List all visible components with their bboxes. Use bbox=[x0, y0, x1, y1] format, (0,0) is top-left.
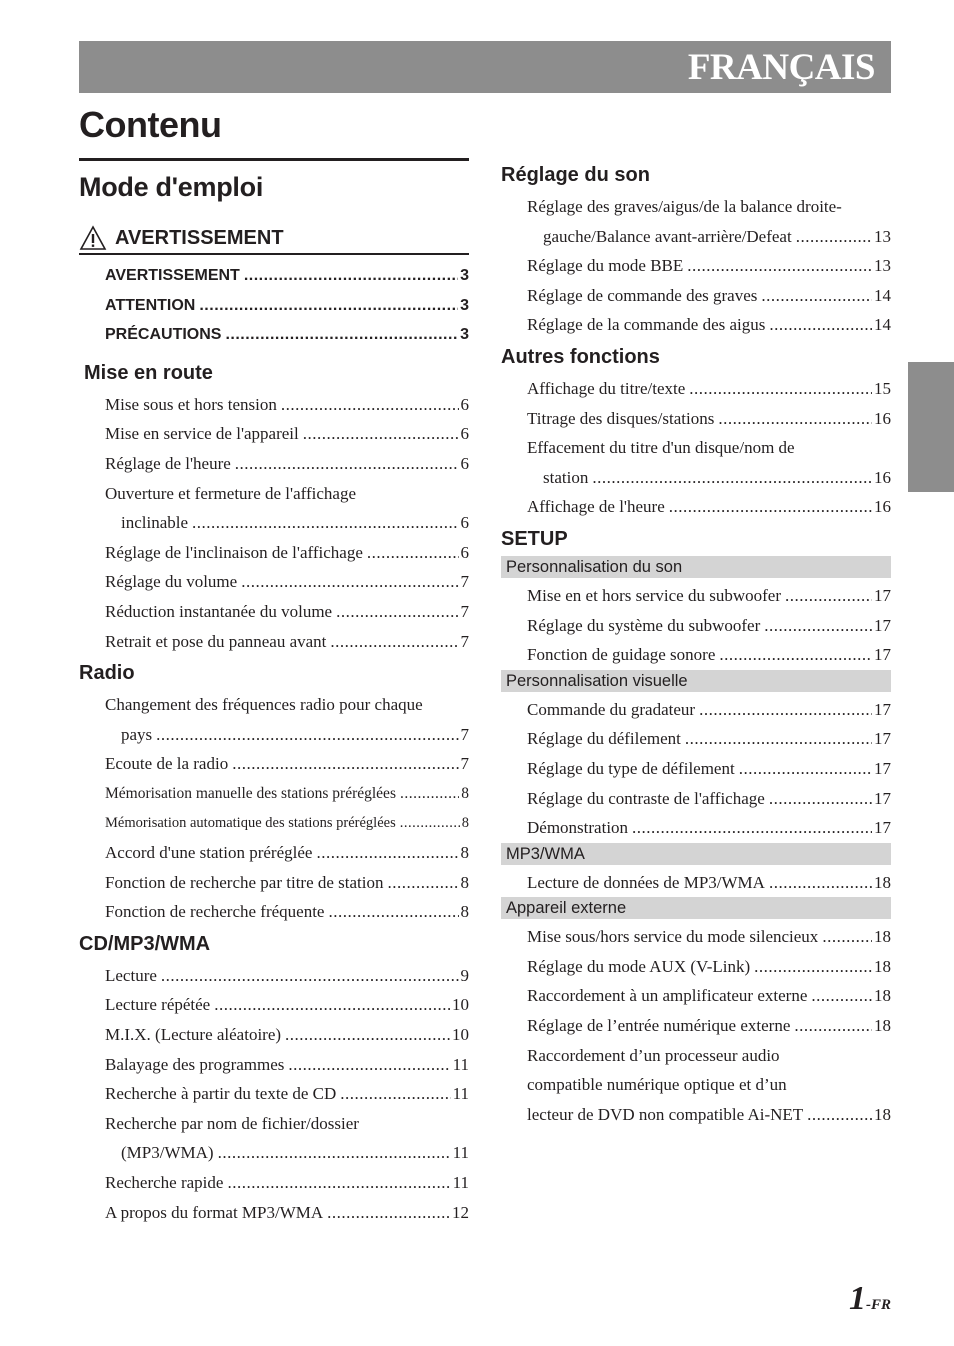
dot-leader bbox=[340, 1079, 450, 1109]
dot-leader bbox=[161, 961, 459, 991]
toc-entry-label: Réglage de l'inclinaison de l'affichage bbox=[105, 542, 363, 562]
toc-entry-label: AVERTISSEMENT bbox=[105, 267, 240, 284]
toc-entry-page: 17 bbox=[874, 729, 891, 749]
toc-entry-label: Retrait et pose du panneau avant bbox=[105, 631, 327, 651]
section-entry-list bbox=[79, 390, 469, 656]
toc-entry[interactable] bbox=[79, 690, 469, 720]
mode-title: Mode d'emploi bbox=[79, 158, 469, 204]
dot-leader bbox=[592, 463, 872, 493]
setup-group-entry-list bbox=[501, 922, 891, 1129]
dot-leader bbox=[632, 813, 872, 843]
dot-leader bbox=[225, 320, 458, 350]
toc-entry-page: 7 bbox=[460, 724, 469, 744]
dot-leader bbox=[227, 1168, 450, 1198]
dot-leader bbox=[718, 404, 872, 434]
toc-entry[interactable] bbox=[501, 1041, 891, 1071]
toc-entry-page: 14 bbox=[874, 285, 891, 305]
toc-entry[interactable] bbox=[79, 1198, 469, 1228]
language-banner bbox=[79, 41, 891, 93]
section-title: Mise en route bbox=[84, 361, 213, 384]
section-entry-list bbox=[501, 374, 891, 522]
dot-leader bbox=[241, 567, 458, 597]
toc-entry[interactable] bbox=[501, 581, 891, 611]
toc-entry-page: 16 bbox=[874, 467, 891, 487]
toc-entry-label: lecteur de DVD non compatible Ai-NET bbox=[527, 1104, 804, 1124]
dot-leader bbox=[685, 724, 872, 754]
toc-entry-page: 11 bbox=[452, 1084, 469, 1104]
toc-entry[interactable] bbox=[79, 1079, 469, 1109]
toc-entry-page: 18 bbox=[874, 872, 891, 892]
toc-entry-label: Affichage de l'heure bbox=[527, 497, 665, 517]
toc-entry-label: Titrage des disques/stations bbox=[527, 408, 715, 428]
toc-entry-label: Lecture de données de MP3/WMA bbox=[527, 872, 765, 892]
toc-entry-page: 6 bbox=[460, 453, 469, 473]
toc-entry[interactable] bbox=[501, 952, 891, 982]
toc-entry-label: gauche/Balance avant-arrière/Defeat bbox=[543, 226, 792, 246]
toc-entry-label: Balayage des programmes bbox=[105, 1054, 285, 1074]
toc-entry[interactable] bbox=[79, 261, 469, 291]
toc-entry-page: 17 bbox=[874, 585, 891, 605]
toc-entry[interactable] bbox=[79, 479, 469, 509]
dot-leader bbox=[769, 310, 872, 340]
page-number-value: 1 bbox=[848, 1280, 866, 1317]
dot-leader bbox=[285, 1020, 450, 1050]
toc-entry[interactable] bbox=[79, 838, 469, 868]
toc-entry-label: Lecture répétée bbox=[105, 995, 211, 1015]
setup-group-entry-list bbox=[501, 868, 891, 898]
toc-entry[interactable] bbox=[501, 724, 891, 754]
toc-entry-label: Réglage du système du subwoofer bbox=[527, 615, 761, 635]
dot-leader bbox=[316, 838, 458, 868]
toc-entry-page: 17 bbox=[874, 645, 891, 665]
toc-entry-page: 17 bbox=[874, 758, 891, 778]
dot-leader bbox=[400, 809, 460, 839]
toc-entry[interactable] bbox=[79, 779, 469, 809]
dot-leader bbox=[156, 720, 458, 750]
toc-entry[interactable] bbox=[501, 784, 891, 814]
dot-leader bbox=[739, 754, 872, 784]
setup-group-title: Personnalisation visuelle bbox=[501, 670, 891, 692]
dot-leader bbox=[669, 492, 872, 522]
section-title: Réglage du son bbox=[501, 164, 650, 186]
dot-leader bbox=[336, 597, 458, 627]
toc-entry[interactable] bbox=[501, 1011, 891, 1041]
toc-entry[interactable] bbox=[79, 627, 469, 657]
toc-entry[interactable] bbox=[501, 404, 891, 434]
toc-entry[interactable] bbox=[501, 433, 891, 463]
toc-entry[interactable] bbox=[79, 897, 469, 927]
dot-leader bbox=[811, 981, 872, 1011]
toc-entry[interactable] bbox=[79, 749, 469, 779]
toc-entry-label: Ouverture et fermeture de l'affichage bbox=[105, 483, 356, 503]
dot-leader bbox=[232, 749, 458, 779]
dot-leader bbox=[822, 922, 872, 952]
section-entry-list bbox=[79, 961, 469, 1227]
toc-entry-page: 3 bbox=[460, 326, 469, 344]
toc-entry[interactable] bbox=[79, 449, 469, 479]
toc-entry-label: (MP3/WMA) bbox=[121, 1143, 214, 1163]
toc-entry-page: 11 bbox=[452, 1054, 469, 1074]
setup-group-entry-list bbox=[501, 581, 891, 670]
dot-leader bbox=[214, 990, 450, 1020]
toc-entry-page: 8 bbox=[460, 902, 469, 922]
toc-entry-label: Réduction instantanée du volume bbox=[105, 601, 333, 621]
toc-entry[interactable] bbox=[501, 1100, 891, 1130]
toc-entry-label: Réglage du mode BBE bbox=[527, 256, 684, 276]
toc-entry-label: A propos du format MP3/WMA bbox=[105, 1202, 324, 1222]
toc-entry[interactable] bbox=[501, 922, 891, 952]
dot-leader bbox=[281, 390, 459, 420]
toc-entry-page: 14 bbox=[874, 315, 891, 335]
toc-entry-page: 18 bbox=[874, 1016, 891, 1036]
toc-entry[interactable] bbox=[79, 809, 469, 839]
toc-entry[interactable] bbox=[79, 1050, 469, 1080]
toc-entry-page: 18 bbox=[874, 1104, 891, 1124]
toc-entry-page: 17 bbox=[874, 788, 891, 808]
toc-entry-label: Réglage du volume bbox=[105, 572, 238, 592]
toc-entry[interactable] bbox=[79, 320, 469, 350]
toc-entry-label: Mémorisation automatique des stations préréglées bbox=[105, 814, 396, 831]
toc-entry-label: Affichage du titre/texte bbox=[527, 378, 686, 398]
toc-entry[interactable] bbox=[501, 492, 891, 522]
dot-leader bbox=[327, 1198, 450, 1228]
toc-entry-page: 13 bbox=[874, 256, 891, 276]
toc-entry[interactable] bbox=[501, 868, 891, 898]
toc-entry-label: Réglage de l'heure bbox=[105, 453, 231, 473]
toc-entry-label: Recherche à partir du texte de CD bbox=[105, 1084, 337, 1104]
dot-leader bbox=[288, 1050, 450, 1080]
left-sections bbox=[79, 356, 469, 1227]
toc-entry[interactable] bbox=[501, 611, 891, 641]
toc-entry-page: 8 bbox=[461, 784, 469, 802]
dot-leader bbox=[388, 868, 459, 898]
toc-entry-label: Fonction de recherche par titre de station bbox=[105, 872, 384, 892]
toc-entry-page: 17 bbox=[874, 818, 891, 838]
dot-leader bbox=[764, 611, 872, 641]
dot-leader bbox=[689, 374, 872, 404]
toc-entry-label: Recherche par nom de fichier/dossier bbox=[105, 1113, 359, 1133]
toc-entry-page: 13 bbox=[874, 226, 891, 246]
dot-leader bbox=[235, 449, 459, 479]
dot-leader bbox=[794, 1011, 872, 1041]
toc-entry[interactable] bbox=[501, 281, 891, 311]
toc-entry-label: Commande du gradateur bbox=[527, 699, 696, 719]
toc-entry[interactable] bbox=[501, 251, 891, 281]
toc-entry-page: 6 bbox=[460, 424, 469, 444]
toc-entry-label: Démonstration bbox=[527, 818, 629, 838]
setup-group-title: MP3/WMA bbox=[501, 843, 891, 865]
dot-leader bbox=[785, 581, 872, 611]
toc-entry[interactable] bbox=[79, 390, 469, 420]
toc-entry[interactable] bbox=[79, 419, 469, 449]
toc-entry-label: Mémorisation manuelle des stations préréglées bbox=[105, 784, 396, 802]
toc-entry-label: Réglage du contraste de l'affichage bbox=[527, 788, 765, 808]
warning-entry-list bbox=[79, 261, 469, 350]
toc-entry-label: Effacement du titre d'un disque/nom de bbox=[527, 438, 795, 458]
toc-entry[interactable] bbox=[501, 192, 891, 222]
dot-leader bbox=[761, 281, 872, 311]
toc-entry-page: 15 bbox=[874, 378, 891, 398]
toc-entry-label: Mise sous et hors tension bbox=[105, 394, 277, 414]
toc-entry-label: Réglage du type de défilement bbox=[527, 758, 735, 778]
toc-entry-label: Changement des fréquences radio pour chaque bbox=[105, 695, 423, 715]
toc-entry-label: PRÉCAUTIONS bbox=[105, 326, 222, 344]
toc-entry[interactable] bbox=[79, 1168, 469, 1198]
toc-entry[interactable] bbox=[501, 374, 891, 404]
dot-leader bbox=[244, 261, 458, 291]
toc-entry[interactable] bbox=[79, 868, 469, 898]
toc-entry-label: Réglage du défilement bbox=[527, 729, 681, 749]
dot-leader bbox=[699, 695, 872, 725]
toc-entry[interactable] bbox=[79, 567, 469, 597]
toc-entry-page: 6 bbox=[460, 513, 469, 533]
dot-leader bbox=[769, 868, 872, 898]
toc-entry-label: Fonction de recherche fréquente bbox=[105, 902, 325, 922]
page-number-suffix: -FR bbox=[865, 1297, 891, 1313]
toc-entry[interactable] bbox=[501, 640, 891, 670]
toc-entry-page: 18 bbox=[874, 956, 891, 976]
toc-entry-label: Réglage de commande des graves bbox=[527, 285, 758, 305]
toc-entry-page: 8 bbox=[461, 814, 469, 831]
dot-leader bbox=[796, 222, 872, 252]
toc-entry[interactable] bbox=[79, 720, 469, 750]
setup-group-title: Personnalisation du son bbox=[501, 556, 891, 578]
side-tab-marker bbox=[908, 362, 954, 492]
toc-entry-label: Mise sous/hors service du mode silencieux bbox=[527, 927, 819, 947]
dot-leader bbox=[719, 640, 872, 670]
toc-entry-page: 16 bbox=[874, 497, 891, 517]
dot-leader bbox=[754, 952, 872, 982]
toc-entry-page: 3 bbox=[460, 267, 469, 284]
section-title: Autres fonctions bbox=[501, 345, 660, 368]
section-entry-list bbox=[79, 690, 469, 927]
warning-triangle-icon bbox=[79, 225, 107, 251]
toc-entry-page: 10 bbox=[452, 1025, 469, 1045]
toc-entry-page: 7 bbox=[460, 572, 469, 592]
toc-entry-page: 11 bbox=[452, 1173, 469, 1193]
toc-entry-page: 7 bbox=[460, 631, 469, 651]
toc-entry[interactable] bbox=[501, 1070, 891, 1100]
toc-entry-label: pays bbox=[121, 724, 153, 744]
page-title: Contenu bbox=[79, 104, 222, 145]
dot-leader bbox=[218, 1138, 451, 1168]
toc-entry-page: 12 bbox=[452, 1202, 469, 1222]
toc-entry-page: 10 bbox=[452, 995, 469, 1015]
language-label: FRANÇAIS bbox=[687, 47, 875, 88]
toc-entry-label: inclinable bbox=[121, 513, 189, 533]
toc-entry-page: 18 bbox=[874, 986, 891, 1006]
toc-entry[interactable] bbox=[501, 222, 891, 252]
toc-entry-label: Accord d'une station préréglée bbox=[105, 843, 313, 863]
toc-entry[interactable] bbox=[501, 981, 891, 1011]
dot-leader bbox=[192, 508, 458, 538]
toc-entry[interactable] bbox=[79, 291, 469, 321]
setup-groups bbox=[501, 556, 891, 1130]
dot-leader bbox=[328, 897, 458, 927]
toc-entry-page: 16 bbox=[874, 408, 891, 428]
toc-entry-page: 9 bbox=[460, 965, 469, 985]
section-title-setup: SETUP bbox=[501, 527, 568, 550]
toc-entry-label: compatible numérique optique et d’un bbox=[527, 1075, 787, 1095]
dot-leader bbox=[769, 784, 872, 814]
toc-entry[interactable] bbox=[79, 1138, 469, 1168]
toc-entry-page: 17 bbox=[874, 699, 891, 719]
left-column bbox=[79, 158, 469, 1227]
toc-entry-label: Raccordement à un amplificateur externe bbox=[527, 986, 808, 1006]
toc-entry[interactable] bbox=[501, 310, 891, 340]
page-number bbox=[849, 1280, 891, 1318]
toc-entry-label: Ecoute de la radio bbox=[105, 754, 229, 774]
section-title: CD/MP3/WMA bbox=[79, 932, 211, 955]
toc-entry-page: 7 bbox=[460, 601, 469, 621]
toc-entry-page: 17 bbox=[874, 615, 891, 635]
dot-leader bbox=[330, 627, 458, 657]
toc-entry[interactable] bbox=[501, 463, 891, 493]
toc-entry-page: 7 bbox=[460, 754, 469, 774]
dot-leader bbox=[199, 291, 458, 321]
toc-entry-label: ATTENTION bbox=[105, 296, 196, 314]
toc-entry[interactable] bbox=[79, 990, 469, 1020]
toc-entry-label: Mise en et hors service du subwoofer bbox=[527, 585, 781, 605]
section-entry-list bbox=[501, 192, 891, 340]
toc-entry-page: 18 bbox=[874, 927, 891, 947]
toc-entry-label: Lecture bbox=[105, 965, 157, 985]
toc-entry-page: 6 bbox=[460, 394, 469, 414]
setup-group-title: Appareil externe bbox=[501, 897, 891, 919]
toc-entry-page: 8 bbox=[460, 843, 469, 863]
dot-leader bbox=[303, 419, 459, 449]
toc-entry[interactable] bbox=[79, 961, 469, 991]
right-column bbox=[501, 158, 891, 1129]
toc-entry-label: Réglage de l’entrée numérique externe bbox=[527, 1016, 791, 1036]
setup-group-entry-list bbox=[501, 695, 891, 843]
toc-entry-page: 8 bbox=[460, 872, 469, 892]
dot-leader bbox=[400, 779, 459, 809]
toc-entry-label: M.I.X. (Lecture aléatoire) bbox=[105, 1025, 282, 1045]
dot-leader bbox=[367, 538, 459, 568]
toc-entry-page: 6 bbox=[460, 542, 469, 562]
toc-entry[interactable] bbox=[79, 1020, 469, 1050]
warning-header bbox=[79, 223, 469, 255]
section-title: Radio bbox=[79, 662, 135, 685]
right-sections bbox=[501, 158, 891, 522]
toc-entry-label: Mise en service de l'appareil bbox=[105, 424, 299, 444]
toc-entry-page: 3 bbox=[460, 296, 469, 314]
toc-entry[interactable] bbox=[79, 597, 469, 627]
toc-entry[interactable] bbox=[501, 754, 891, 784]
toc-entry-label: Réglage de la commande des aigus bbox=[527, 315, 766, 335]
toc-entry-page: 11 bbox=[452, 1143, 469, 1163]
dot-leader bbox=[807, 1100, 872, 1130]
toc-entry-label: Réglage du mode AUX (V-Link) bbox=[527, 956, 751, 976]
toc-entry-label: Raccordement d’un processeur audio bbox=[527, 1045, 780, 1065]
toc-entry[interactable] bbox=[501, 695, 891, 725]
toc-entry-label: Réglage des graves/aigus/de la balance droite- bbox=[527, 197, 842, 216]
toc-entry[interactable] bbox=[79, 1109, 469, 1139]
dot-leader bbox=[687, 251, 872, 281]
toc-entry-label: Recherche rapide bbox=[105, 1173, 224, 1193]
toc-entry[interactable] bbox=[79, 508, 469, 538]
toc-entry-label: station bbox=[543, 467, 589, 487]
toc-entry[interactable] bbox=[79, 538, 469, 568]
warning-header-label: AVERTISSEMENT bbox=[115, 226, 284, 249]
toc-entry[interactable] bbox=[501, 813, 891, 843]
toc-entry-label: Fonction de guidage sonore bbox=[527, 645, 716, 665]
